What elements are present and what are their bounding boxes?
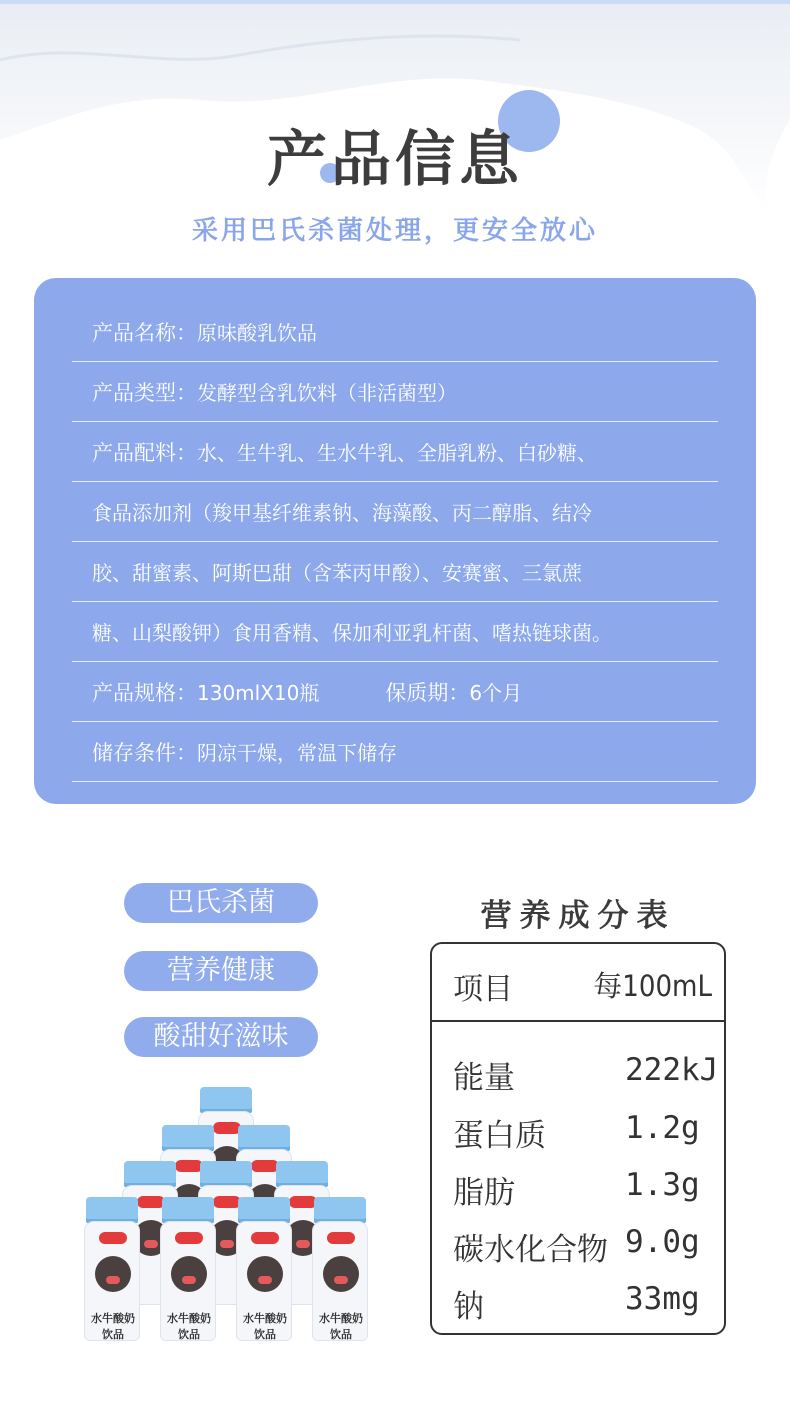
name-value: 原味酸乳饮品 [197, 321, 317, 345]
ingredients-line-2: 食品添加剂（羧甲基纤维素钠、海藻酸、丙二醇脂、结冷 [92, 501, 592, 525]
info-row-type [72, 362, 718, 422]
info-row-ingredients-2 [72, 482, 718, 542]
product-bottles-image: 水牛酸奶饮品 水牛酸奶饮品 水牛酸奶饮品 水牛酸奶饮品 [78, 1085, 378, 1345]
nutrient-name: 脂肪 [453, 1175, 515, 1211]
shelf-value: 6个月 [469, 681, 523, 705]
info-row-spec [72, 662, 718, 722]
ingredients-line-3: 胶、甜蜜素、阿斯巴甜（含苯丙甲酸）、安赛蜜、三氯蔗 [92, 561, 582, 585]
type-value: 发酵型含乳饮料（非活菌型） [197, 381, 457, 405]
nutrient-value: 1.3g [625, 1167, 700, 1203]
nutrition-title: 营养成分表 [480, 898, 676, 934]
page-title: 产品信息 [267, 125, 523, 195]
ingredients-label: 产品配料： [92, 440, 197, 465]
nutrition-row [453, 1052, 719, 1096]
spec-label: 产品规格： [92, 680, 197, 705]
nutrient-value: 9.0g [625, 1224, 700, 1260]
nutrition-row [453, 1110, 713, 1154]
info-row-ingredients-3 [72, 542, 718, 602]
nutrient-value: 222kJ [625, 1052, 719, 1088]
product-info-panel [34, 278, 756, 804]
feature-pill-pasteurized: 巴氏杀菌 [124, 883, 318, 923]
spec-value: 130mlX10瓶 [197, 681, 320, 705]
feature-pill-healthy: 营养健康 [124, 951, 318, 991]
nutrient-value: 1.2g [625, 1110, 700, 1146]
storage-value: 阴凉干燥，常温下储存 [197, 741, 397, 765]
nutrient-name: 能量 [453, 1060, 515, 1096]
info-row-ingredients [72, 422, 718, 482]
nutrition-row [453, 1224, 713, 1268]
name-label: 产品名称： [92, 320, 197, 345]
nutrient-name: 钠 [453, 1289, 484, 1325]
nutrition-header [432, 944, 724, 1022]
ingredients-line-1: 水、生牛乳、生水牛乳、全脂乳粉、白砂糖、 [197, 441, 597, 465]
page-subtitle: 采用巴氏杀菌处理，更安全放心 [191, 216, 598, 246]
nutrition-table [430, 942, 726, 1335]
info-row-ingredients-4 [72, 602, 718, 662]
nutrition-col-item: 项目 [453, 972, 513, 1007]
info-row-storage [72, 722, 718, 782]
nutrition-col-per: 每100mL [593, 969, 712, 1003]
nutrient-value: 33mg [625, 1281, 700, 1317]
shelf-label: 保质期： [385, 680, 470, 705]
feature-pill-taste: 酸甜好滋味 [124, 1017, 318, 1057]
ingredients-line-4: 糖、山梨酸钾）食用香精、保加利亚乳杆菌、嗜热链球菌。 [92, 621, 612, 645]
type-label: 产品类型： [92, 380, 197, 405]
nutrient-name: 蛋白质 [453, 1118, 546, 1154]
nutrient-name: 碳水化合物 [453, 1232, 608, 1268]
nutrition-row [453, 1167, 713, 1211]
storage-label: 储存条件： [92, 740, 197, 765]
nutrition-row [453, 1281, 713, 1325]
info-row-name [72, 302, 718, 362]
